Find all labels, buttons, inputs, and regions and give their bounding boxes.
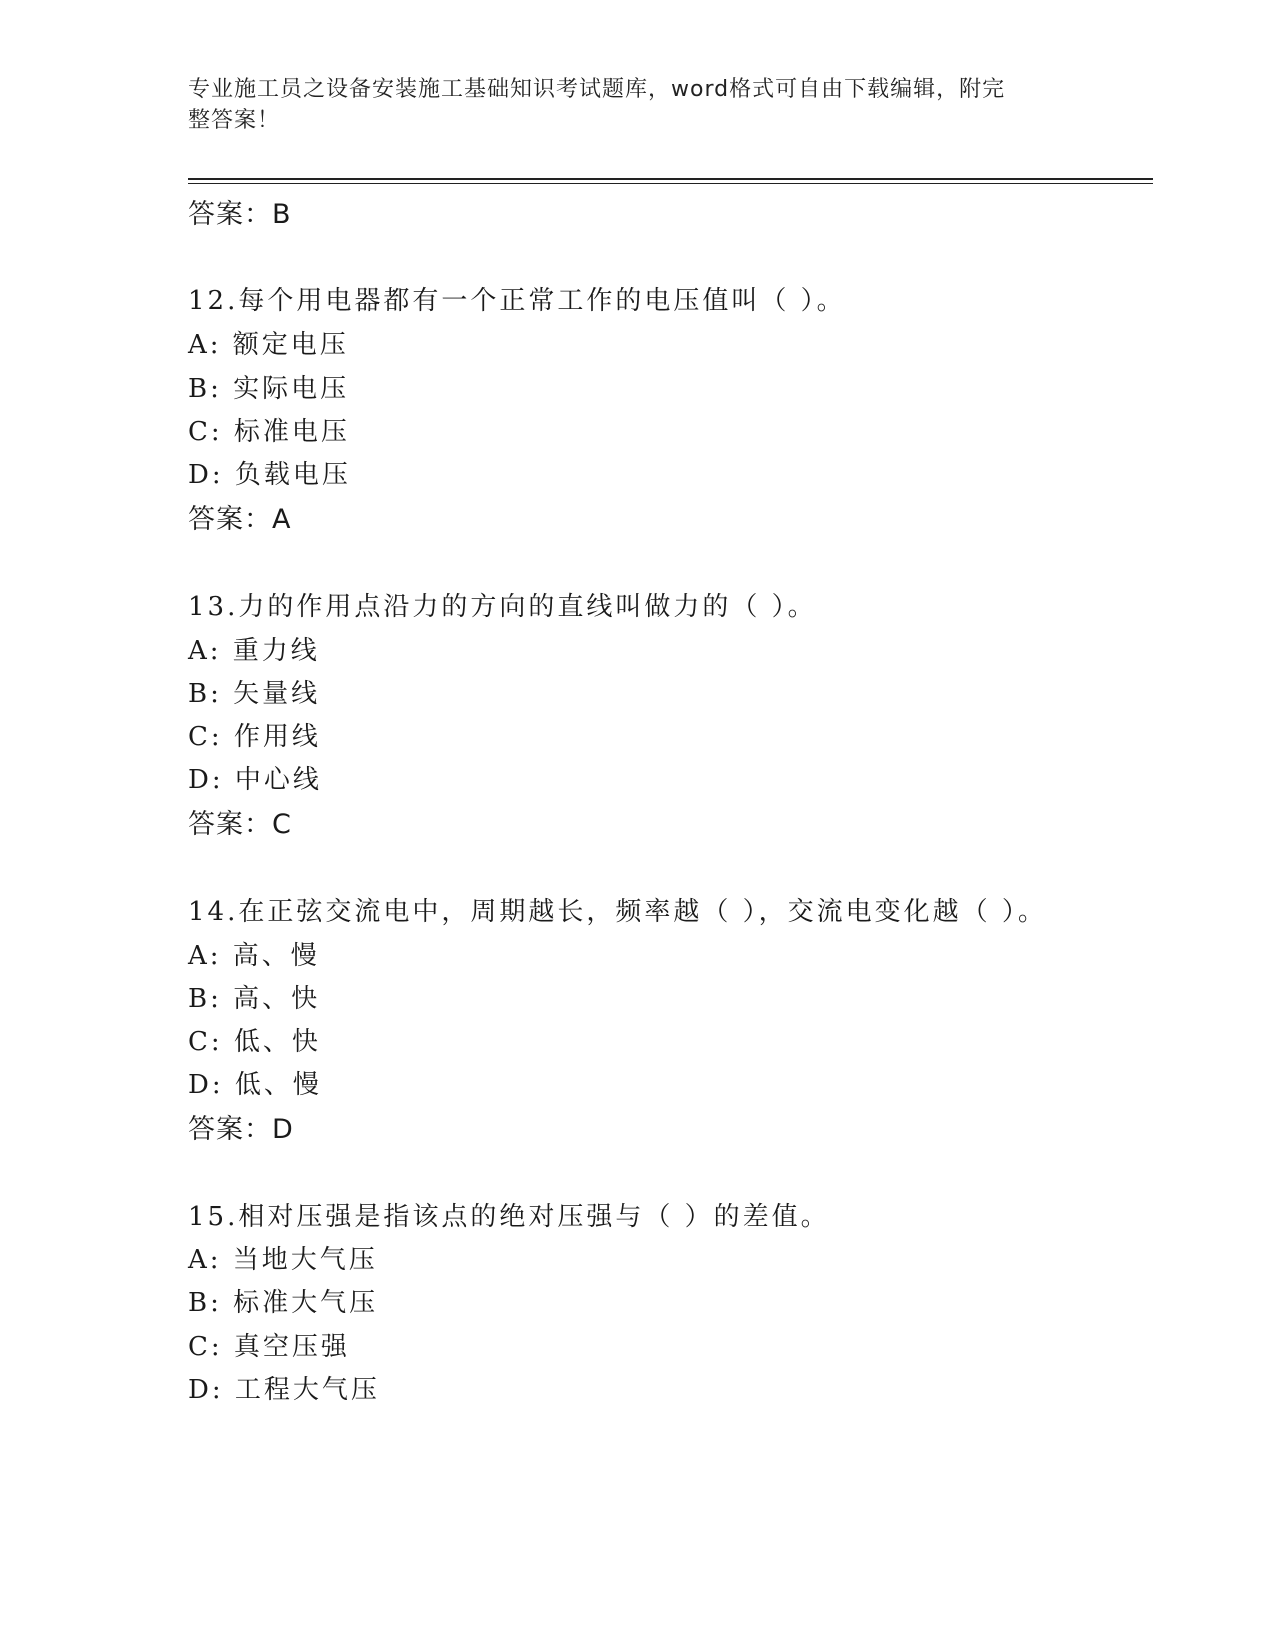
question-13-option-d: D: 中心线: [188, 765, 322, 795]
question-12-option-c: C: 标准电压: [188, 417, 350, 447]
question-12-option-d: D: 负载电压: [188, 460, 351, 490]
question-14-option-d: D: 低、慢: [188, 1070, 322, 1100]
question-15-option-a: A: 当地大气压: [188, 1245, 378, 1275]
header-line-2: 整答案！: [188, 108, 281, 133]
answer-13: 答案：C: [188, 809, 292, 840]
header-line-1: 专业施工员之设备安装施工基础知识考试题库，word格式可自由下载编辑，附完: [188, 77, 1006, 102]
answer-11: 答案：B: [188, 199, 292, 230]
question-13-option-c: C: 作用线: [188, 722, 321, 752]
document-header: [188, 74, 1078, 136]
answer-14: 答案：D: [188, 1114, 294, 1145]
question-12-option-b: B: 实际电压: [188, 374, 350, 404]
question-13-option-a: A: 重力线: [188, 636, 320, 666]
question-14-option-c: C: 低、快: [188, 1027, 321, 1057]
question-14-option-b: B: 高、快: [188, 984, 321, 1014]
question-15-option-b: B: 标准大气压: [188, 1288, 379, 1318]
question-15-option-c: C: 真空压强: [188, 1332, 350, 1362]
question-15-stem: 15.相对压强是指该点的绝对压强与（ ）的差值。: [188, 1202, 830, 1232]
question-15-option-d: D: 工程大气压: [188, 1375, 380, 1405]
header-divider: [188, 178, 1153, 180]
header-divider-thin: [188, 183, 1153, 184]
question-14-stem: 14.在正弦交流电中，周期越长，频率越（ ），交流电变化越（ ）。: [188, 897, 1047, 927]
question-14-option-a: A: 高、慢: [188, 941, 320, 971]
question-12-option-a: A: 额定电压: [188, 330, 349, 360]
question-13-option-b: B: 矢量线: [188, 679, 321, 709]
answer-12: 答案：A: [188, 504, 292, 535]
question-13-stem: 13.力的作用点沿力的方向的直线叫做力的（ ）。: [188, 592, 817, 622]
question-12-stem: 12.每个用电器都有一个正常工作的电压值叫（ ）。: [188, 286, 846, 316]
